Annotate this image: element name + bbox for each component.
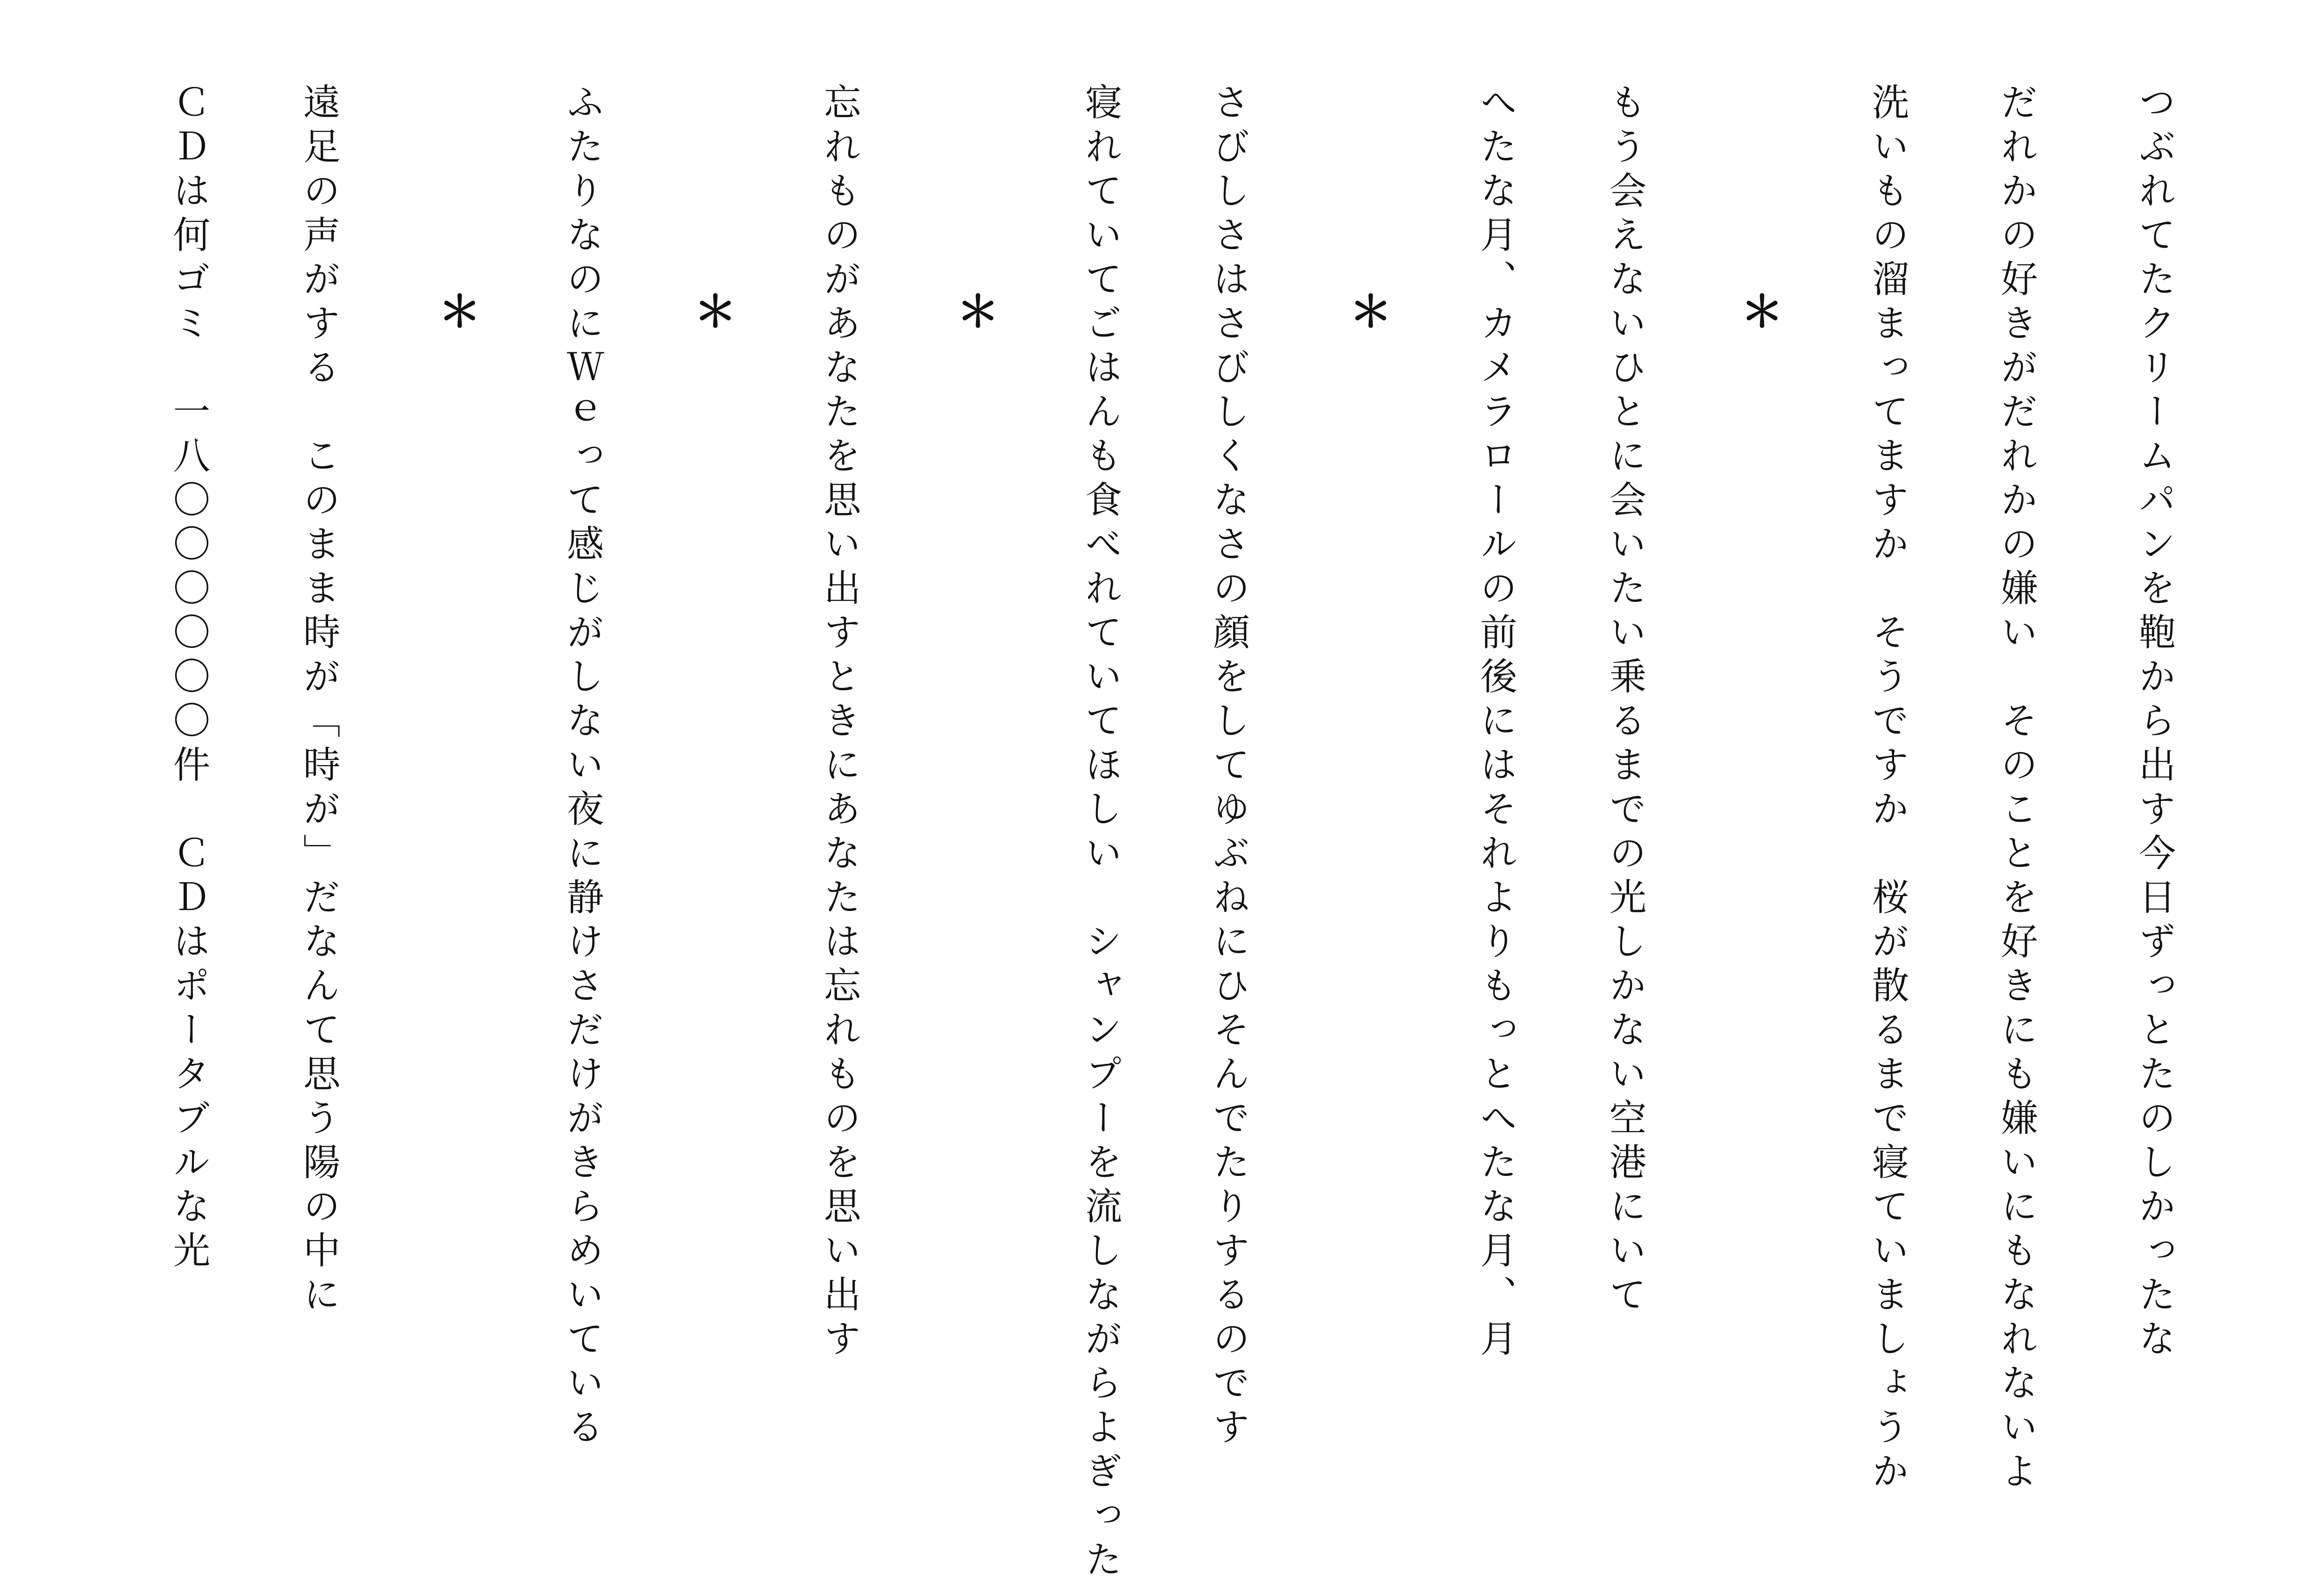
poem-line-4: もう会えないひとに会いたい乗るまでの光しかない空港にいて	[1603, 83, 1646, 1319]
section-separator-2: ＊	[1342, 289, 1392, 332]
section-separator-3: ＊	[950, 289, 999, 332]
section-separator-4: ＊	[687, 289, 737, 332]
poem-line-11: ＣＤは何ゴミ 一八〇〇〇〇〇〇件 ＣＤはポータブルな光	[167, 83, 210, 1275]
poem-line-1: つぶれてたクリームパンを鞄から出す今日ずっとたのしかったな	[2133, 83, 2176, 1363]
poem-line-10: 遠足の声がする このまま時が「時が」だなんて思う陽の中に	[297, 83, 340, 1319]
section-separator-1: ＊	[1734, 289, 1783, 332]
poem-line-5: へたな月、カメラロールの前後にはそれよりもっとへたな月、月	[1474, 83, 1517, 1363]
poem-line-3: 洗いもの溜まってますか そうですか 桜が散るまで寝ていましょうか	[1866, 83, 1909, 1496]
poem-line-9: ふたりなのにＷｅって感じがしない夜に静けさだけがきらめいている	[561, 83, 604, 1452]
poem-line-6: さびしさはさびしくなさの顔をしてゆぶねにひそんでたりするのです	[1207, 83, 1250, 1452]
poem-line-8: 忘れものがあなたを思い出すときにあなたは忘れものを思い出す	[818, 83, 861, 1363]
poem-line-7: 寝れていてごはんも食べれていてほしい シャンプーを流しながらよぎった	[1079, 83, 1122, 1584]
poem-line-2: だれかの好きがだれかの嫌い そのことを好きにも嫌いにもなれないよ	[1994, 83, 2038, 1496]
section-separator-5: ＊	[431, 289, 481, 332]
